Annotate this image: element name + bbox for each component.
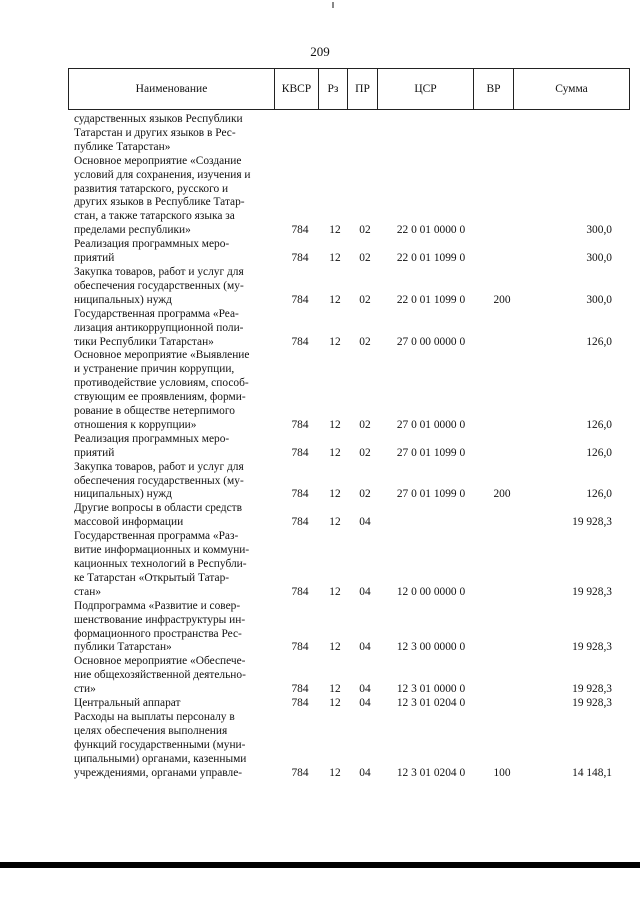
row-csr: 12 3 01 0204 0 bbox=[396, 766, 466, 779]
row-csr: 27 0 01 1099 0 bbox=[396, 488, 466, 501]
row-name-line: Реализация программных меро- bbox=[74, 238, 230, 251]
row-rz: 12 bbox=[329, 224, 341, 237]
row-name-line: публике Татарстан» bbox=[74, 140, 171, 153]
row-name-line: Основное мероприятие «Создание bbox=[74, 154, 242, 167]
row-name bbox=[74, 600, 273, 656]
row-pr: 04 bbox=[359, 683, 371, 696]
row-sum: 19 928,3 bbox=[572, 641, 612, 654]
row-name bbox=[74, 155, 273, 238]
row-csr: 22 0 01 1099 0 bbox=[396, 293, 466, 306]
row-name-line: формационного пространства Рес- bbox=[74, 627, 242, 640]
budget-table-body bbox=[0, 113, 640, 781]
row-sum: 19 928,3 bbox=[572, 683, 612, 696]
row-name-line: рование в обществе нетерпимого bbox=[74, 405, 235, 418]
row-sum: 300,0 bbox=[586, 252, 612, 265]
row-vr: 200 bbox=[493, 488, 511, 501]
row-sum: 300,0 bbox=[586, 293, 612, 306]
row-name-line: противодействие условиям, способ- bbox=[74, 377, 249, 390]
table-row bbox=[0, 155, 640, 238]
row-name-line: других языков в Республике Татар- bbox=[74, 196, 245, 209]
row-pr: 02 bbox=[359, 224, 371, 237]
table-header bbox=[68, 68, 630, 110]
row-name-line: лизация антикоррупционной поли- bbox=[74, 321, 244, 334]
row-name bbox=[74, 461, 273, 503]
row-kvsr: 784 bbox=[291, 335, 309, 348]
header-kvsr: КВСР bbox=[275, 69, 319, 109]
row-name-line: ниципальных) нужд bbox=[74, 293, 172, 306]
header-pr: ПР bbox=[348, 69, 378, 109]
page-number: 209 bbox=[310, 44, 330, 59]
row-name-line: сударственных языков Республики bbox=[74, 113, 243, 125]
row-kvsr: 784 bbox=[291, 252, 309, 265]
row-csr: 12 3 01 0204 0 bbox=[396, 697, 466, 710]
table-row bbox=[0, 308, 640, 350]
row-name-line: публики Татарстан» bbox=[74, 641, 172, 654]
row-name-line: условий для сохранения, изучения и bbox=[74, 168, 251, 181]
row-sum: 126,0 bbox=[586, 418, 612, 431]
table-row bbox=[0, 530, 640, 600]
row-rz: 12 bbox=[329, 683, 341, 696]
row-csr: 22 0 01 1099 0 bbox=[396, 252, 466, 265]
row-rz: 12 bbox=[329, 585, 341, 598]
table-row bbox=[0, 502, 640, 530]
row-name-line: приятий bbox=[74, 446, 115, 459]
scan-mark bbox=[332, 2, 334, 8]
row-kvsr: 784 bbox=[291, 224, 309, 237]
row-rz: 12 bbox=[329, 293, 341, 306]
row-pr: 02 bbox=[359, 293, 371, 306]
row-name-line: ние общехозяйственной деятельно- bbox=[74, 669, 246, 682]
header-vr: ВР bbox=[474, 69, 514, 109]
row-name bbox=[74, 502, 273, 530]
table-row bbox=[0, 238, 640, 266]
row-name-line: Государственная программа «Реа- bbox=[74, 307, 239, 320]
row-kvsr: 784 bbox=[291, 585, 309, 598]
table-row bbox=[0, 600, 640, 656]
row-pr: 02 bbox=[359, 488, 371, 501]
row-name bbox=[74, 711, 273, 781]
row-name bbox=[74, 308, 273, 350]
row-rz: 12 bbox=[329, 641, 341, 654]
row-kvsr: 784 bbox=[291, 683, 309, 696]
row-pr: 04 bbox=[359, 697, 371, 710]
row-name-line: ципальными) органами, казенными bbox=[74, 752, 247, 765]
table-row bbox=[0, 711, 640, 781]
row-pr: 04 bbox=[359, 641, 371, 654]
row-name bbox=[74, 113, 273, 155]
table-row bbox=[0, 697, 640, 711]
row-kvsr: 784 bbox=[291, 516, 309, 529]
row-csr: 12 0 00 0000 0 bbox=[396, 585, 466, 598]
row-name-line: пределами республики» bbox=[74, 224, 191, 237]
row-name-line: ке Татарстан «Открытый Татар- bbox=[74, 571, 230, 584]
row-vr: 200 bbox=[493, 293, 511, 306]
table-row bbox=[0, 113, 640, 155]
row-sum: 300,0 bbox=[586, 224, 612, 237]
row-kvsr: 784 bbox=[291, 446, 309, 459]
row-kvsr: 784 bbox=[291, 766, 309, 779]
table-row bbox=[0, 349, 640, 432]
row-name-line: стан, а также татарского языка за bbox=[74, 210, 235, 223]
row-rz: 12 bbox=[329, 766, 341, 779]
row-csr: 22 0 01 0000 0 bbox=[396, 224, 466, 237]
row-kvsr: 784 bbox=[291, 293, 309, 306]
row-pr: 02 bbox=[359, 418, 371, 431]
row-rz: 12 bbox=[329, 697, 341, 710]
row-name-line: учреждениями, органами управле- bbox=[74, 766, 243, 779]
row-sum: 19 928,3 bbox=[572, 585, 612, 598]
row-csr: 27 0 00 0000 0 bbox=[396, 335, 466, 348]
row-pr: 04 bbox=[359, 766, 371, 779]
row-name bbox=[74, 349, 273, 432]
row-name-line: Закупка товаров, работ и услуг для bbox=[74, 265, 244, 278]
row-name-line: кационных технологий в Республи- bbox=[74, 558, 247, 570]
table-row bbox=[0, 461, 640, 503]
row-name-line: Татарстан и других языков в Рес- bbox=[74, 126, 236, 139]
row-rz: 12 bbox=[329, 252, 341, 265]
row-csr: 27 0 01 0000 0 bbox=[396, 418, 466, 431]
row-sum: 19 928,3 bbox=[572, 516, 612, 529]
row-name-line: массовой информации bbox=[74, 516, 184, 529]
row-name-line: Реализация программных меро- bbox=[74, 432, 230, 445]
row-name bbox=[74, 266, 273, 308]
row-name-line: ниципальных) нужд bbox=[74, 488, 172, 501]
row-csr: 27 0 01 1099 0 bbox=[396, 446, 466, 459]
row-name-line: целях обеспечения выполнения bbox=[74, 724, 228, 737]
table-row bbox=[0, 655, 640, 697]
row-name-line: Подпрограмма «Развитие и совер- bbox=[74, 599, 241, 612]
row-rz: 12 bbox=[329, 335, 341, 348]
row-pr: 04 bbox=[359, 585, 371, 598]
row-name-line: Основное мероприятие «Выявление bbox=[74, 349, 250, 362]
row-name bbox=[74, 697, 273, 711]
header-name: Наименование bbox=[69, 69, 275, 109]
row-name-line: ствующим ее проявлениям, форми- bbox=[74, 391, 246, 404]
row-name bbox=[74, 238, 273, 266]
row-csr: 12 3 01 0000 0 bbox=[396, 683, 466, 696]
row-name-line: отношения к коррупции» bbox=[74, 418, 197, 431]
row-name-line: функций государственными (муни- bbox=[74, 738, 246, 751]
row-name bbox=[74, 530, 273, 600]
row-name-line: сти» bbox=[74, 683, 96, 696]
row-name-line: приятий bbox=[74, 252, 115, 265]
row-name-line: обеспечения государственных (му- bbox=[74, 279, 244, 292]
row-name-line: обеспечения государственных (му- bbox=[74, 474, 244, 487]
row-name-line: Закупка товаров, работ и услуг для bbox=[74, 460, 244, 473]
row-name-line: и устранение причин коррупции, bbox=[74, 363, 235, 376]
row-name-line: Расходы на выплаты персоналу в bbox=[74, 710, 235, 723]
row-name-line: тики Республики Татарстан» bbox=[74, 335, 214, 348]
row-pr: 02 bbox=[359, 252, 371, 265]
row-sum: 14 148,1 bbox=[572, 766, 612, 779]
header-rz: Рз bbox=[319, 69, 348, 109]
row-name-line: витие информационных и коммуни- bbox=[74, 544, 250, 557]
header-csr: ЦСР bbox=[378, 69, 474, 109]
row-name-line: шенствование инфраструктуры ин- bbox=[74, 613, 246, 626]
row-kvsr: 784 bbox=[291, 488, 309, 501]
row-sum: 126,0 bbox=[586, 446, 612, 459]
row-name-line: стан» bbox=[74, 585, 102, 598]
row-kvsr: 784 bbox=[291, 641, 309, 654]
row-rz: 12 bbox=[329, 516, 341, 529]
row-sum: 19 928,3 bbox=[572, 697, 612, 710]
row-sum: 126,0 bbox=[586, 488, 612, 501]
row-name bbox=[74, 655, 273, 697]
row-name bbox=[74, 433, 273, 461]
row-rz: 12 bbox=[329, 418, 341, 431]
row-rz: 12 bbox=[329, 488, 341, 501]
table-row bbox=[0, 266, 640, 308]
footer-bar bbox=[0, 862, 640, 868]
row-pr: 02 bbox=[359, 335, 371, 348]
row-sum: 126,0 bbox=[586, 335, 612, 348]
row-name-line: Центральный аппарат bbox=[74, 697, 181, 710]
row-name-line: развития татарского, русского и bbox=[74, 182, 229, 195]
header-sum: Сумма bbox=[555, 83, 588, 95]
row-csr: 12 3 00 0000 0 bbox=[396, 641, 466, 654]
row-kvsr: 784 bbox=[291, 697, 309, 710]
row-vr: 100 bbox=[493, 766, 511, 779]
row-pr: 04 bbox=[359, 516, 371, 529]
row-name-line: Основное мероприятие «Обеспече- bbox=[74, 655, 246, 668]
row-pr: 02 bbox=[359, 446, 371, 459]
row-name-line: Другие вопросы в области средств bbox=[74, 502, 243, 515]
table-row bbox=[0, 433, 640, 461]
row-rz: 12 bbox=[329, 446, 341, 459]
row-name-line: Государственная программа «Раз- bbox=[74, 530, 239, 543]
row-kvsr: 784 bbox=[291, 418, 309, 431]
